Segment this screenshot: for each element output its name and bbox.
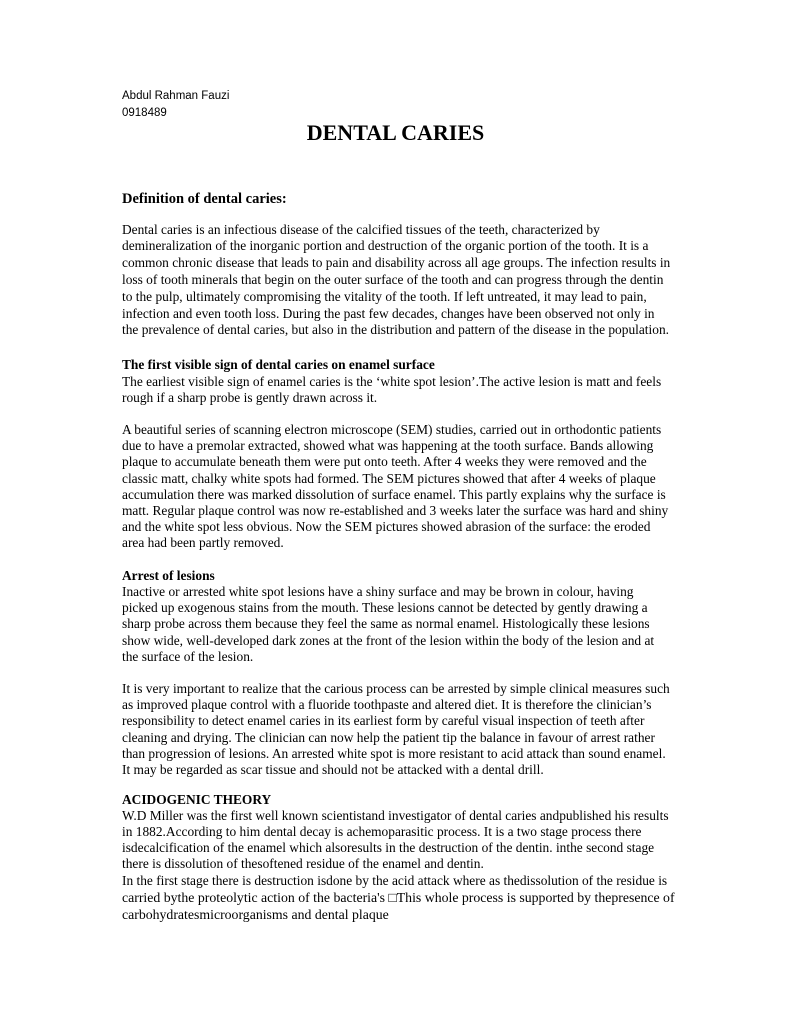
section-heading-acidogenic-theory: ACIDOGENIC THEORY: [122, 792, 272, 807]
paragraph-sem-studies: [122, 422, 668, 552]
paragraph-miller-theory: [122, 808, 669, 872]
text-line: plaque to accumulate beneath them were put onto teeth. After 4 weeks they were removed and the: [122, 454, 647, 470]
text-line: due to have a premolar extracted, showed what was happening at the tooth surface. Bands allowing: [122, 438, 654, 454]
text-line: the prevalence of dental caries, but also in the distribution and pattern of the disease in the population.: [122, 322, 669, 338]
text-line: responsibility to detect enamel caries in its earliest form by careful visual inspection of teeth after: [122, 713, 645, 729]
text-line: Dental caries is an infectious disease of the calcified tissues of the teeth, characterized by: [122, 221, 600, 237]
text-line: carbohydratesmicroorganisms and dental plaque: [122, 906, 389, 922]
text-line: W.D Miller was the first well known scientistand investigator of dental caries andpublished his results: [122, 808, 669, 823]
section-heading-definition: Definition of dental caries:: [122, 190, 287, 207]
text-line: and the white spot less obvious. Now the SEM pictures showed abrasion of the surface: the eroded: [122, 519, 651, 535]
document-header: [122, 88, 229, 122]
author-name: Abdul Rahman Fauzi: [122, 90, 230, 102]
text-line: In the first stage there is destruction isdone by the acid attack where as thedissolution of the residue is: [122, 872, 668, 888]
student-id: 0918489: [122, 107, 167, 119]
text-line: classic matt, chalky white spots had formed. The SEM pictures showed that after 4 weeks of plaque: [122, 470, 656, 486]
text-line: loss of tooth minerals that begin on the outer surface of the tooth and can progress through the dentin: [122, 271, 664, 287]
text-line: sharp probe across them because they feel the same as normal enamel. Histologically these lesions: [122, 616, 650, 632]
text-line: Inactive or arrested white spot lesions have a shiny surface and may be brown in colour, having: [122, 583, 634, 599]
text-line: The earliest visible sign of enamel caries is the ‘white spot lesion’.The active lesion is matt and feels: [122, 373, 662, 389]
paragraph-two-stages: [122, 872, 675, 923]
text-line: accumulation there was marked dissolution of surface enamel. This partly explains why the surface is: [122, 486, 666, 502]
text-line: matt. Regular plaque control was now re-established and 3 weeks later the surface was hard and shiny: [122, 502, 669, 518]
paragraph-arrested-lesions: [122, 584, 654, 665]
paragraph-white-spot-lesion: [122, 374, 661, 407]
text-line: A beautiful series of scanning electron microscope (SEM) studies, carried out in orthodontic patients: [122, 421, 662, 437]
text-line: picked up exogenous stains from the mouth. These lesions cannot be detected by gently drawing a: [122, 600, 648, 616]
paragraph-definition: [122, 222, 670, 340]
text-line: than progression of lesions. An arrested white spot is more resistant to acid attack than sound enamel.: [122, 745, 666, 761]
text-line: there is dissolution of thesoftened residue of the enamel and dentin.: [122, 856, 484, 871]
text-line: demineralization of the inorganic portion and destruction of the organic portion of the tooth. It is a: [122, 238, 649, 254]
text-line: It is very important to realize that the carious process can be arrested by simple clinical measures such: [122, 680, 670, 696]
text-line: the surface of the lesion.: [122, 648, 254, 664]
text-line: carried bythe proteolytic action of the bacteria's □This whole process is supported by thepresence of: [122, 889, 675, 905]
text-line: in 1882.According to him dental decay is achemoparasitic process. It is a two stage process there: [122, 824, 642, 839]
text-line: isdecalcification of the enamel which alsoresults in the destruction of the dentin. inthe second stage: [122, 840, 655, 855]
text-line: as improved plaque control with a fluoride toothpaste and altered diet. It is therefore the clinician’s: [122, 697, 652, 713]
text-line: common chronic disease that leads to pain and disability across all age groups. The infection results in: [122, 255, 671, 271]
text-line: cleaning and drying. The clinician can now help the patient tip the balance in favour of arrest rather: [122, 729, 655, 745]
text-line: area had been partly removed.: [122, 535, 284, 551]
paragraph-clinical-measures: [122, 681, 670, 778]
text-line: infection and even tooth loss. During the past few decades, changes have been observed not only in: [122, 305, 655, 321]
text-line: It may be regarded as scar tissue and should not be attacked with a dental drill.: [122, 761, 544, 777]
text-line: to the pulp, ultimately compromising the vitality of the tooth. If left untreated, it may lead to pain,: [122, 288, 647, 304]
text-line: rough if a sharp probe is gently drawn across it.: [122, 390, 378, 406]
document-title: DENTAL CARIES: [306, 120, 485, 145]
text-line: show wide, well-developed dark zones at the front of the lesion within the body of the lesion and at: [122, 632, 655, 648]
section-heading-first-visible-sign: The first visible sign of dental caries on enamel surface: [122, 356, 435, 372]
section-heading-arrest-of-lesions: Arrest of lesions: [122, 567, 215, 583]
